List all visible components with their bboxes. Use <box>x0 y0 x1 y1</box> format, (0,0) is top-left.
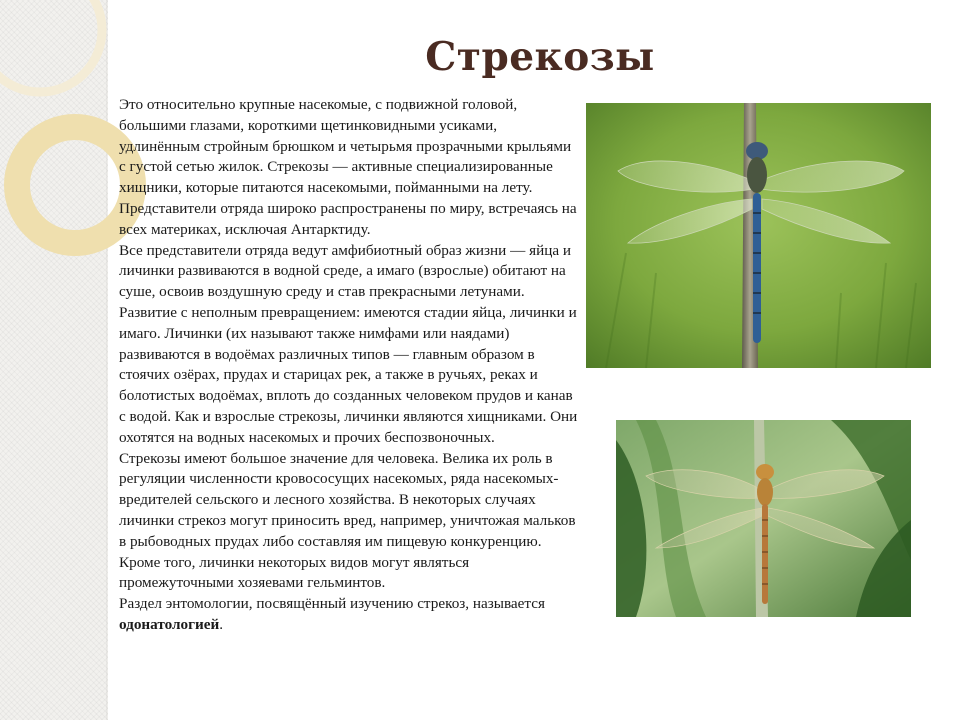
page-title: Стрекозы <box>425 34 655 80</box>
odonatology-prefix: Раздел энтомологии, посвящённый изучению стрекоз, называется <box>119 595 545 613</box>
paragraph-life-cycle: Все представители отряда ведут амфибиотный образ жизни — яйца и личинки развиваются в водной среде, а имаго (взрослые) обитают на суше, освоив воздушную среду и став прекрасными летунами. Развитие с неполным превращением: имеются стадии яйца, личинки и имаго. Личинки (их называют также нимфами или наядами) развиваются в водоёмах различных типов — главным образом в стоячих озёрах, прудах и старицах рек, а также в ручьях, реках и болотистых водоёмах, вплоть до созданных человеком прудов и канав с водой. Как и взрослые стрекозы, личинки являются хищниками. Они охотятся на водных насекомых и прочих беспозвоночных. <box>119 241 578 446</box>
body-text <box>119 95 579 636</box>
brown-dragonfly-photo <box>616 420 911 617</box>
paragraph-description: Это относительно крупные насекомые, с подвижной головой, большими глазами, короткими щетинковидными усиками, удлинённым стройным брюшком и четырьмя прозрачными крыльями с густой сетью жилок. Стрекозы — активные специализированные хищники, которые питаются насекомыми, пойманными на лету. Представители отряда широко распространены по миру, встречаясь на всех материках, исключая Антарктиду. <box>119 96 577 238</box>
odonatology-suffix: . <box>219 615 224 633</box>
blue-dragonfly-photo <box>586 103 931 368</box>
paragraph-significance: Стрекозы имеют большое значение для человека. Велика их роль в регуляции численности кровососущих насекомых, ряда насекомых-вредителей сельского и лесного хозяйства. В некоторых случаях личинки стрекоз могут приносить вред, например, уничтожая мальков в рыбоводных прудах либо составляя им пищевую конкуренцию. Кроме того, личинки некоторых видов могут являться промежуточными хозяевами гельминтов. <box>119 449 576 592</box>
odonatology-term: одонатологией <box>119 615 220 633</box>
paragraph-odonatology <box>119 594 579 636</box>
